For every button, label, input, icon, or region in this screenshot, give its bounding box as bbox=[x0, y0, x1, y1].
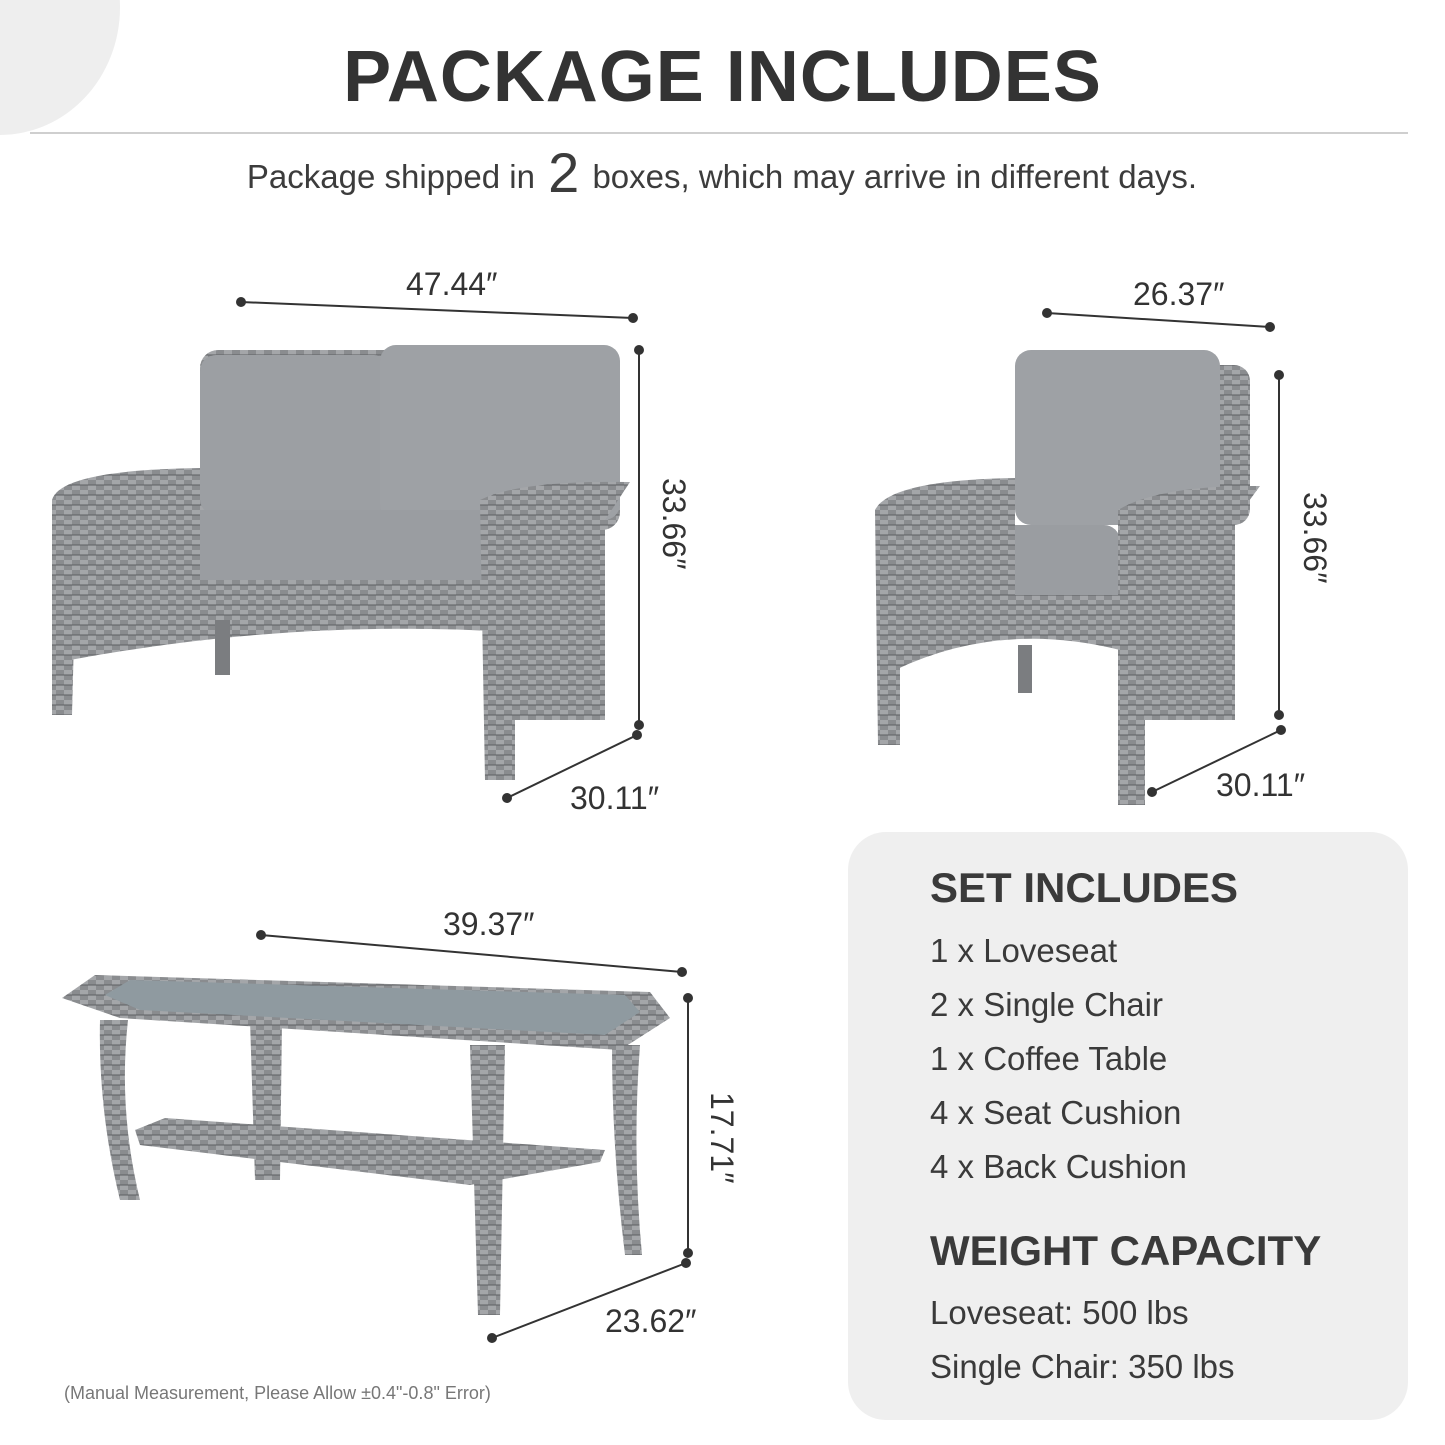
info-panel bbox=[848, 832, 1408, 1420]
weight-item: Single Chair: 350 lbs bbox=[930, 1348, 1235, 1385]
table-width-label: 39.37″ bbox=[443, 906, 535, 942]
set-item: 2 x Single Chair bbox=[930, 986, 1163, 1023]
chair-depth-label: 30.11″ bbox=[1216, 767, 1306, 803]
weight-item: Loveseat: 500 lbs bbox=[930, 1294, 1189, 1331]
table-depth-label: 23.62″ bbox=[605, 1303, 697, 1339]
set-item: 4 x Seat Cushion bbox=[930, 1094, 1182, 1131]
chair-width-label: 26.37″ bbox=[1133, 276, 1225, 312]
chair-image bbox=[875, 350, 1260, 805]
weight-capacity-heading: WEIGHT CAPACITY bbox=[930, 1227, 1322, 1274]
box-count: 2 bbox=[548, 141, 580, 204]
chair-height-label: 33.66″ bbox=[1297, 492, 1333, 584]
set-includes-heading: SET INCLUDES bbox=[930, 864, 1239, 911]
loveseat-image bbox=[52, 345, 630, 780]
page-title: PACKAGE INCLUDES bbox=[343, 37, 1102, 117]
coffee-table-image bbox=[62, 975, 670, 1315]
shipping-note-after: boxes, which may arrive in different days. bbox=[592, 158, 1198, 195]
set-item: 4 x Back Cushion bbox=[930, 1148, 1187, 1185]
shipping-note-before: Package shipped in bbox=[246, 158, 535, 195]
loveseat-depth-label: 30.11″ bbox=[570, 780, 660, 816]
loveseat-height-label: 33.66″ bbox=[656, 478, 692, 570]
table-height-label: 17.71″ bbox=[704, 1092, 740, 1184]
measurement-note: (Manual Measurement, Please Allow ±0.4"-0.8" Error) bbox=[64, 1383, 491, 1403]
set-item: 1 x Loveseat bbox=[930, 932, 1118, 969]
loveseat-width-label: 47.44″ bbox=[406, 266, 498, 302]
set-item: 1 x Coffee Table bbox=[930, 1040, 1168, 1077]
